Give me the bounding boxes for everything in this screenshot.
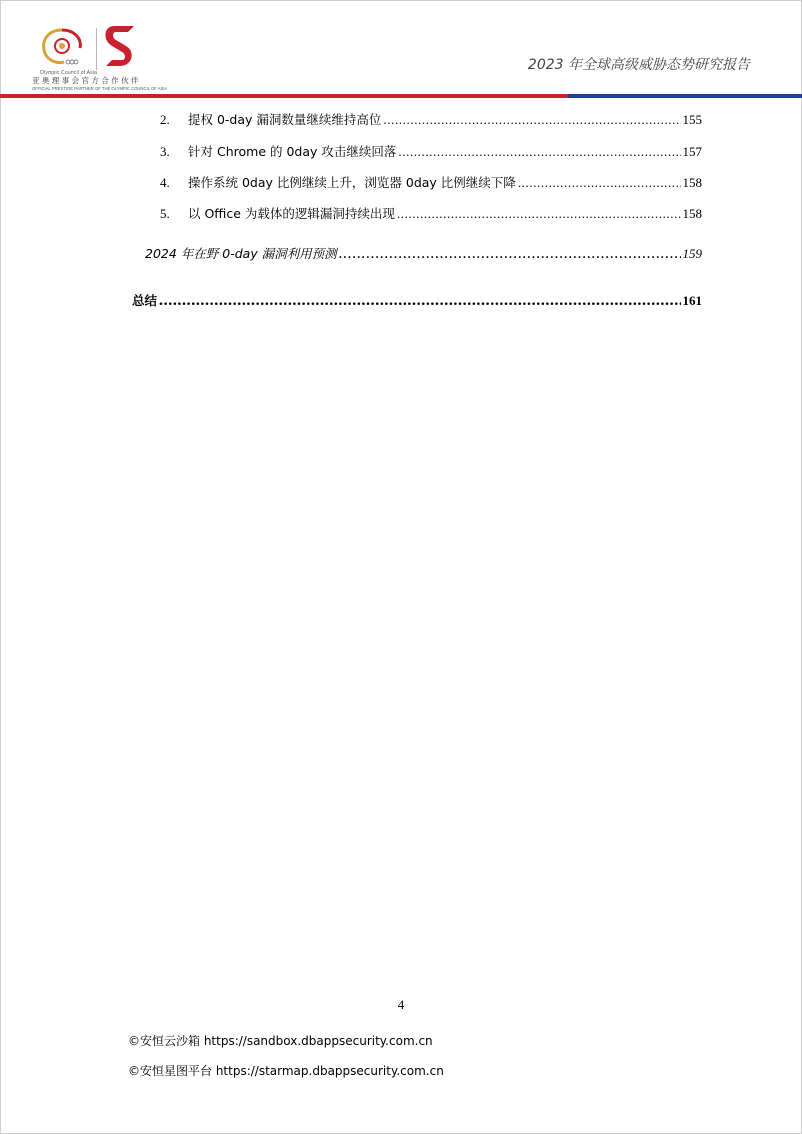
toc-entry[interactable] bbox=[160, 204, 702, 222]
toc-section-entry[interactable] bbox=[145, 244, 702, 263]
toc-chapter-page: 161 bbox=[682, 293, 702, 308]
toc-entry-title: 以 Office 为载体的逻辑漏洞持续出现 bbox=[188, 206, 395, 221]
partner-label-cn: 亚奥理事会官方合作伙伴 bbox=[32, 76, 141, 85]
toc-section-title: 2024 年在野 0-day 漏洞利用预测 bbox=[145, 246, 337, 261]
toc-entry-title: 提权 0-day 漏洞数量继续维持高位 bbox=[188, 112, 382, 127]
toc-entry-title: 针对 Chrome 的 0day 攻击继续回落 bbox=[188, 144, 397, 159]
toc-entry-number: 4. bbox=[160, 175, 170, 190]
toc-entry-page: 155 bbox=[682, 112, 702, 127]
toc-entry-page: 158 bbox=[682, 175, 702, 190]
partner-label-en: OFFICIAL PRESTIGE PARTNER OF THE OLYMPIC COUNCIL OF ASIA bbox=[32, 86, 168, 91]
header-rule-red bbox=[0, 94, 568, 98]
toc-chapter-entry[interactable] bbox=[132, 291, 702, 310]
oca-label: Olympic Council of Asia bbox=[40, 70, 98, 76]
footer-sandbox-link[interactable]: ©安恒云沙箱 https://sandbox.dbappsecurity.com.cn bbox=[128, 1034, 433, 1048]
toc-entry-page: 157 bbox=[682, 144, 702, 159]
header-rule-blue bbox=[568, 94, 802, 98]
toc-entry-number: 5. bbox=[160, 206, 170, 221]
toc-entry-number: 2. bbox=[160, 112, 170, 127]
footer-starmap-link[interactable]: ©安恒星图平台 https://starmap.dbappsecurity.com.cn bbox=[128, 1064, 444, 1078]
toc-entry[interactable] bbox=[160, 142, 702, 160]
logo-divider bbox=[96, 28, 97, 70]
toc-chapter-title: 总结 bbox=[132, 293, 158, 308]
page-number: 4 bbox=[397, 997, 405, 1012]
toc-entry[interactable] bbox=[160, 173, 702, 191]
toc-entry-title: 操作系统 0day 比例继续上升，浏览器 0day 比例继续下降 bbox=[188, 175, 516, 190]
page-header bbox=[0, 0, 802, 100]
toc-entry[interactable] bbox=[160, 110, 702, 128]
oca-logo-icon bbox=[38, 26, 86, 68]
toc-leader-dots bbox=[518, 175, 681, 191]
toc-leader-dots bbox=[339, 245, 681, 263]
report-title: 2023 年全球高级威胁态势研究报告 bbox=[527, 57, 750, 73]
toc-entry-page: 158 bbox=[682, 206, 702, 221]
toc-leader-dots bbox=[398, 144, 680, 160]
toc-leader-dots bbox=[383, 112, 680, 128]
dbapp-logo-icon bbox=[102, 20, 138, 70]
toc-leader-dots bbox=[397, 206, 681, 222]
toc-entry-number: 3. bbox=[160, 144, 170, 159]
toc-leader-dots bbox=[159, 292, 680, 310]
toc-section-page: 159 bbox=[682, 246, 702, 261]
